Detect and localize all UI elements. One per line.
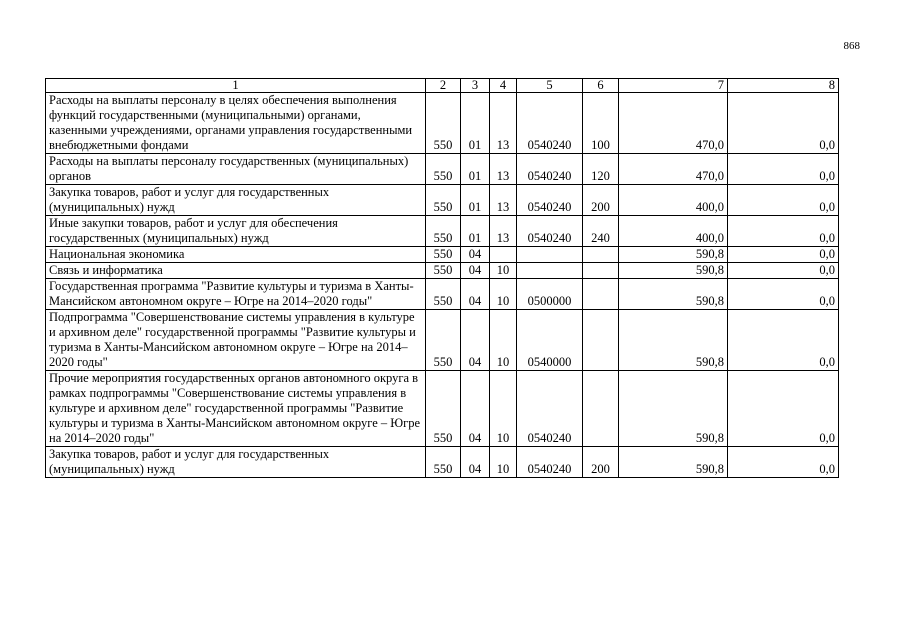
row-sum: 590,8: [619, 263, 728, 279]
row-pr: 10: [490, 447, 517, 478]
table-header: [46, 79, 839, 93]
table-row: [46, 216, 839, 247]
row-vr: [583, 279, 619, 310]
row-csr: 0540240: [517, 93, 583, 154]
row-rz: 01: [461, 154, 490, 185]
row-ved: 550: [426, 93, 461, 154]
row-sum: 590,8: [619, 371, 728, 447]
header-row: [46, 79, 839, 93]
row-col8: 0,0: [728, 247, 839, 263]
row-sum: 400,0: [619, 185, 728, 216]
row-pr: 13: [490, 154, 517, 185]
row-rz: 01: [461, 93, 490, 154]
row-sum: 470,0: [619, 154, 728, 185]
row-ved: 550: [426, 310, 461, 371]
header-cell-6: 6: [583, 79, 619, 93]
row-vr: [583, 371, 619, 447]
row-sum: 590,8: [619, 247, 728, 263]
page-number: 868: [843, 40, 860, 52]
row-csr: 0540240: [517, 154, 583, 185]
header-cell-1: 1: [46, 79, 426, 93]
row-rz: 04: [461, 371, 490, 447]
row-pr: 10: [490, 371, 517, 447]
row-rz: 01: [461, 216, 490, 247]
row-col8: 0,0: [728, 185, 839, 216]
row-csr: [517, 263, 583, 279]
row-pr: 10: [490, 279, 517, 310]
row-ved: 550: [426, 447, 461, 478]
row-ved: 550: [426, 154, 461, 185]
row-name: Расходы на выплаты персоналу в целях обеспечения выполнения функций государственными (муниципальными) органами, казенными учреждениями, органами управления государственными внебюджетными фондами: [46, 93, 426, 154]
row-csr: 0540240: [517, 447, 583, 478]
row-col8: 0,0: [728, 93, 839, 154]
header-cell-5: 5: [517, 79, 583, 93]
row-ved: 550: [426, 247, 461, 263]
row-csr: 0500000: [517, 279, 583, 310]
table-row: [46, 185, 839, 216]
row-vr: 240: [583, 216, 619, 247]
table-row: [46, 310, 839, 371]
row-vr: 200: [583, 447, 619, 478]
table-row: [46, 371, 839, 447]
row-name: Государственная программа "Развитие культуры и туризма в Ханты-Мансийском автономном округе – Югре на 2014–2020 годы": [46, 279, 426, 310]
row-ved: 550: [426, 185, 461, 216]
row-vr: [583, 263, 619, 279]
row-pr: 10: [490, 263, 517, 279]
row-csr: 0540240: [517, 185, 583, 216]
row-ved: 550: [426, 216, 461, 247]
row-csr: 0540240: [517, 216, 583, 247]
row-rz: 04: [461, 447, 490, 478]
header-cell-2: 2: [426, 79, 461, 93]
table-row: [46, 447, 839, 478]
table-row: [46, 263, 839, 279]
row-col8: 0,0: [728, 216, 839, 247]
row-rz: 01: [461, 185, 490, 216]
table-body: [46, 93, 839, 478]
table-row: [46, 279, 839, 310]
row-name: Закупка товаров, работ и услуг для государственных (муниципальных) нужд: [46, 185, 426, 216]
table-row: [46, 154, 839, 185]
row-ved: 550: [426, 279, 461, 310]
row-rz: 04: [461, 263, 490, 279]
row-pr: 13: [490, 185, 517, 216]
row-name: Расходы на выплаты персоналу государственных (муниципальных) органов: [46, 154, 426, 185]
header-cell-8: 8: [728, 79, 839, 93]
row-sum: 590,8: [619, 310, 728, 371]
row-ved: 550: [426, 371, 461, 447]
row-sum: 590,8: [619, 279, 728, 310]
row-pr: [490, 247, 517, 263]
row-rz: 04: [461, 247, 490, 263]
table-row: [46, 93, 839, 154]
budget-table: [45, 78, 839, 478]
row-pr: 10: [490, 310, 517, 371]
row-name: Закупка товаров, работ и услуг для государственных (муниципальных) нужд: [46, 447, 426, 478]
row-pr: 13: [490, 93, 517, 154]
row-rz: 04: [461, 310, 490, 371]
row-col8: 0,0: [728, 263, 839, 279]
row-pr: 13: [490, 216, 517, 247]
table-row: [46, 247, 839, 263]
row-name: Прочие мероприятия государственных органов автономного округа в рамках подпрограммы "Совершенствование системы управления в культуре и архивном деле" государственной программы "Развитие культуры и туризма в Ханты-Мансийском автономном округе – Югре на 2014–2020 годы": [46, 371, 426, 447]
row-sum: 400,0: [619, 216, 728, 247]
row-csr: 0540000: [517, 310, 583, 371]
row-name: Национальная экономика: [46, 247, 426, 263]
row-name: Подпрограмма "Совершенствование системы управления в культуре и архивном деле" государственной программы "Развитие культуры и туризма в Ханты-Мансийском автономном округе – Югре на 2014–2020 годы": [46, 310, 426, 371]
row-name: Связь и информатика: [46, 263, 426, 279]
row-rz: 04: [461, 279, 490, 310]
header-cell-4: 4: [490, 79, 517, 93]
row-csr: [517, 247, 583, 263]
row-vr: 120: [583, 154, 619, 185]
row-vr: 100: [583, 93, 619, 154]
row-sum: 470,0: [619, 93, 728, 154]
row-ved: 550: [426, 263, 461, 279]
row-vr: 200: [583, 185, 619, 216]
row-sum: 590,8: [619, 447, 728, 478]
row-name: Иные закупки товаров, работ и услуг для обеспечения государственных (муниципальных) нужд: [46, 216, 426, 247]
row-col8: 0,0: [728, 371, 839, 447]
row-col8: 0,0: [728, 447, 839, 478]
row-col8: 0,0: [728, 154, 839, 185]
row-col8: 0,0: [728, 310, 839, 371]
row-vr: [583, 247, 619, 263]
row-col8: 0,0: [728, 279, 839, 310]
header-cell-3: 3: [461, 79, 490, 93]
header-cell-7: 7: [619, 79, 728, 93]
row-vr: [583, 310, 619, 371]
row-csr: 0540240: [517, 371, 583, 447]
